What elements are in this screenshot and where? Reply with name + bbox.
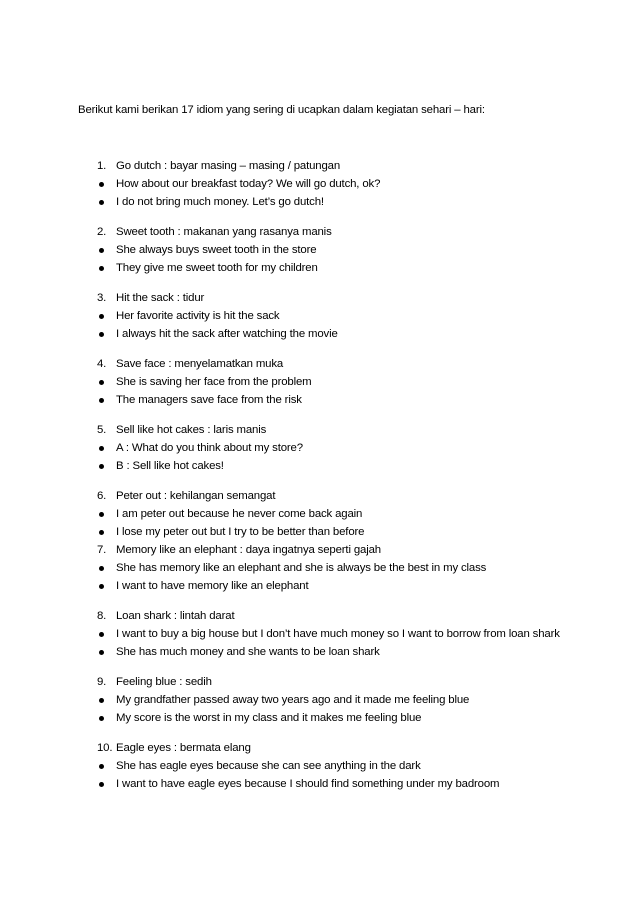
list-number: 8. [97,610,107,622]
example-sentence: My grandfather passed away two years ago and it made me feeling blue [116,694,470,706]
list-number: 4. [97,358,107,370]
example-sentence: My score is the worst in my class and it makes me feeling blue [116,712,422,724]
example-sentence: She has much money and she wants to be loan shark [116,646,380,658]
example-sentence: B : Sell like hot cakes! [116,460,224,472]
example-sentence: She has eagle eyes because she can see anything in the dark [116,760,421,772]
bullet-icon [99,332,104,337]
list-number: 5. [97,424,107,436]
example-sentence: They give me sweet tooth for my children [116,262,318,274]
bullet-icon [99,782,104,787]
idiom-definition: Feeling blue : sedih [116,676,212,688]
idiom-definition: Hit the sack : tidur [116,292,205,304]
list-number: 6. [97,490,107,502]
idiom-definition: Sell like hot cakes : laris manis [116,424,267,436]
example-sentence: I am peter out because he never come back again [116,508,363,520]
example-sentence: She always buys sweet tooth in the store [116,244,317,256]
bullet-icon [99,464,104,469]
bullet-icon [99,182,104,187]
list-number: 2. [97,226,107,238]
bullet-icon [99,266,104,271]
example-sentence: I lose my peter out but I try to be better than before [116,526,365,538]
example-sentence: How about our breakfast today? We will go dutch, ok? [116,178,381,190]
bullet-icon [99,248,104,253]
idiom-definition: Eagle eyes : bermata elang [116,742,251,754]
bullet-icon [99,716,104,721]
bullet-icon [99,530,104,535]
list-number: 10. [97,742,113,754]
example-sentence: I want to buy a big house but I don’t have much money so I want to borrow from loan shark [116,628,560,640]
list-number: 3. [97,292,107,304]
example-sentence: I want to have memory like an elephant [116,580,309,592]
idiom-definition: Sweet tooth : makanan yang rasanya manis [116,226,332,238]
example-sentence: The managers save face from the risk [116,394,302,406]
list-number: 1. [97,160,107,172]
example-sentence: She is saving her face from the problem [116,376,312,388]
intro-paragraph: Berikut kami berikan 17 idiom yang sering di ucapkan dalam kegiatan sehari – hari: [78,104,485,116]
bullet-icon [99,512,104,517]
example-sentence: Her favorite activity is hit the sack [116,310,280,322]
idiom-definition: Go dutch : bayar masing – masing / patungan [116,160,341,172]
example-sentence: I want to have eagle eyes because I should find something under my badroom [116,778,500,790]
bullet-icon [99,584,104,589]
bullet-icon [99,314,104,319]
idiom-definition: Loan shark : lintah darat [116,610,235,622]
bullet-icon [99,446,104,451]
idiom-definition: Memory like an elephant : daya ingatnya seperti gajah [116,544,381,556]
example-sentence: I always hit the sack after watching the movie [116,328,338,340]
list-number: 7. [97,544,107,556]
bullet-icon [99,698,104,703]
bullet-icon [99,380,104,385]
bullet-icon [99,398,104,403]
bullet-icon [99,632,104,637]
bullet-icon [99,764,104,769]
example-sentence: A : What do you think about my store? [116,442,303,454]
bullet-icon [99,650,104,655]
bullet-icon [99,200,104,205]
example-sentence: She has memory like an elephant and she is always be the best in my class [116,562,487,574]
bullet-icon [99,566,104,571]
idiom-definition: Peter out : kehilangan semangat [116,490,276,502]
list-number: 9. [97,676,107,688]
idiom-definition: Save face : menyelamatkan muka [116,358,284,370]
example-sentence: I do not bring much money. Let’s go dutch! [116,196,324,208]
